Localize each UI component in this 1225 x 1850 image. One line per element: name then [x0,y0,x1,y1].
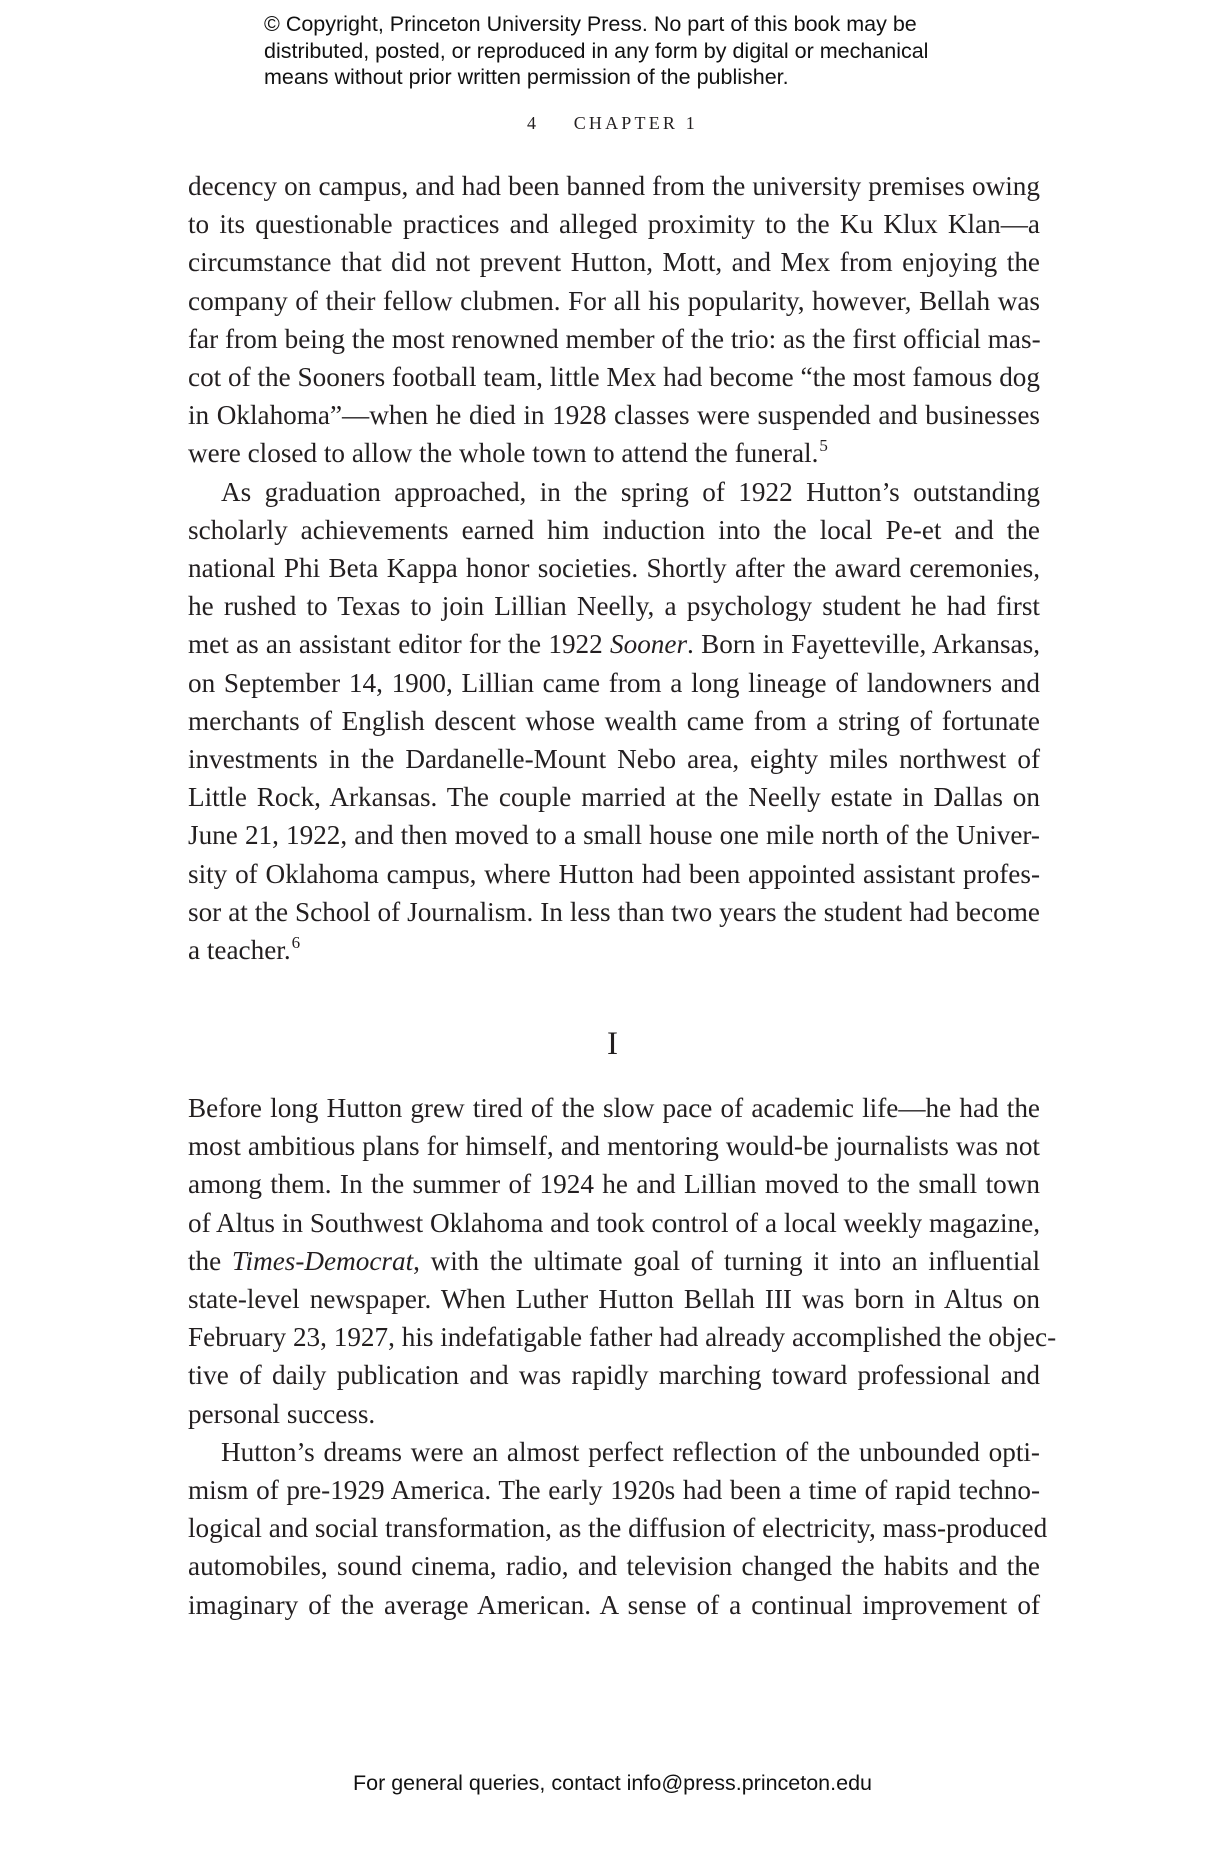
text-run: the [188,1245,232,1276]
text-line [188,434,1040,472]
body-text-top [188,167,1040,969]
text-run: , with the ultimate goal of turning it into an influential [413,1245,1040,1276]
text-line: Hutton’s dreams were an almost perfect reflection of the unbounded opti- [221,1436,1040,1467]
page-number: 4 [526,113,536,133]
text-line [188,1242,1040,1280]
text-run: a teacher. [188,935,291,966]
paragraph [188,473,1040,970]
text-line: scholarly achievements earned him induction into the local Pe-et and the [188,514,1040,545]
text-line [188,625,1040,663]
text-line: sity of Oklahoma campus, where Hutton had been appointed assistant profes- [188,858,1040,889]
text-line: cot of the Sooners football team, little Mex had become “the most famous dog [188,362,1040,393]
text-line: decency on campus, and had been banned from the university premises owing [188,171,1040,201]
text-line: merchants of English descent whose wealth came from a string of fortunate [188,705,1040,736]
text-line [188,931,1040,969]
text-line: state-level newspaper. When Luther Hutton Bellah III was born in Altus on [188,1284,1040,1315]
body-text-bottom [188,1089,1057,1624]
text-run: . Born in Fayetteville, Arkansas, [687,629,1040,660]
text-line: As graduation approached, in the spring of 1922 Hutton’s outstanding [221,476,1040,507]
footnote-marker[interactable]: 6 [291,933,301,953]
copyright-notice [264,11,1024,91]
footer-contact: For general queries, contact info@press.princeton.edu [352,1771,872,1795]
copyright-line: distributed, posted, or reproduced in any form by digital or mechanical [264,38,929,63]
text-line: among them. In the summer of 1924 he and Lillian moved to the small town [188,1169,1040,1200]
text-line: national Phi Beta Kappa honor societies. Shortly after the award ceremonies, [188,553,1040,584]
text-run: met as an assistant editor for the 1922 [188,629,610,660]
text-line: mism of pre-1929 America. The early 1920s had been a time of rapid techno- [188,1475,1040,1506]
italic-title: Sooner [610,629,688,660]
text-line: most ambitious plans for himself, and mentoring would-be journalists was not [188,1131,1040,1162]
text-line: to its questionable practices and alleged proximity to the Ku Klux Klan—a [188,209,1040,240]
text-line: of Altus in Southwest Oklahoma and took control of a local weekly magazine, [188,1207,1040,1238]
text-line: he rushed to Texas to join Lillian Neelly, a psychology student he had first [188,591,1040,622]
text-line: logical and social transformation, as the diffusion of electricity, mass-produced [188,1513,1048,1544]
paragraph [188,1089,1057,1433]
text-line: investments in the Dardanelle-Mount Nebo area, eighty miles northwest of [188,744,1040,775]
text-line: sor at the School of Journalism. In less than two years the student had become [188,896,1040,927]
text-line: Little Rock, Arkansas. The couple married at the Neelly estate in Dallas on [188,782,1040,813]
italic-title: Times-Democrat [231,1245,414,1276]
paragraph [188,1433,1048,1624]
copyright-line: means without prior written permission of the publisher. [264,65,789,89]
running-head [0,113,1225,134]
text-line: automobiles, sound cinema, radio, and television changed the habits and the [188,1551,1040,1582]
text-line: circumstance that did not prevent Hutton, Mott, and Mex from enjoying the [188,247,1040,278]
copyright-line: © Copyright, Princeton University Press. No part of this book may be [264,12,917,36]
text-line: in Oklahoma”—when he died in 1928 classes were suspended and businesses [188,400,1040,431]
text-line: imaginary of the average American. A sense of a continual improvement of [188,1589,1040,1620]
chapter-label: CHAPTER 1 [573,113,698,133]
section-number: I [607,1026,618,1062]
text-line: company of their fellow clubmen. For all his popularity, however, Bellah was [188,285,1040,316]
text-line: personal success. [188,1398,376,1429]
footnote-marker[interactable]: 5 [819,436,828,456]
text-run: were closed to allow the whole town to attend the funeral. [188,438,819,469]
text-line: Before long Hutton grew tired of the slow pace of academic life—he had the [188,1093,1040,1123]
paragraph [188,167,1040,473]
text-line: on September 14, 1900, Lillian came from a long lineage of landowners and [188,667,1040,698]
text-line: February 23, 1927, his indefatigable father had already accomplished the objec- [188,1322,1057,1353]
text-line: far from being the most renowned member of the trio: as the first official mas- [188,323,1041,354]
text-line: June 21, 1922, and then moved to a small house one mile north of the Univer- [188,820,1040,851]
text-line: tive of daily publication and was rapidly marching toward professional and [188,1360,1040,1391]
